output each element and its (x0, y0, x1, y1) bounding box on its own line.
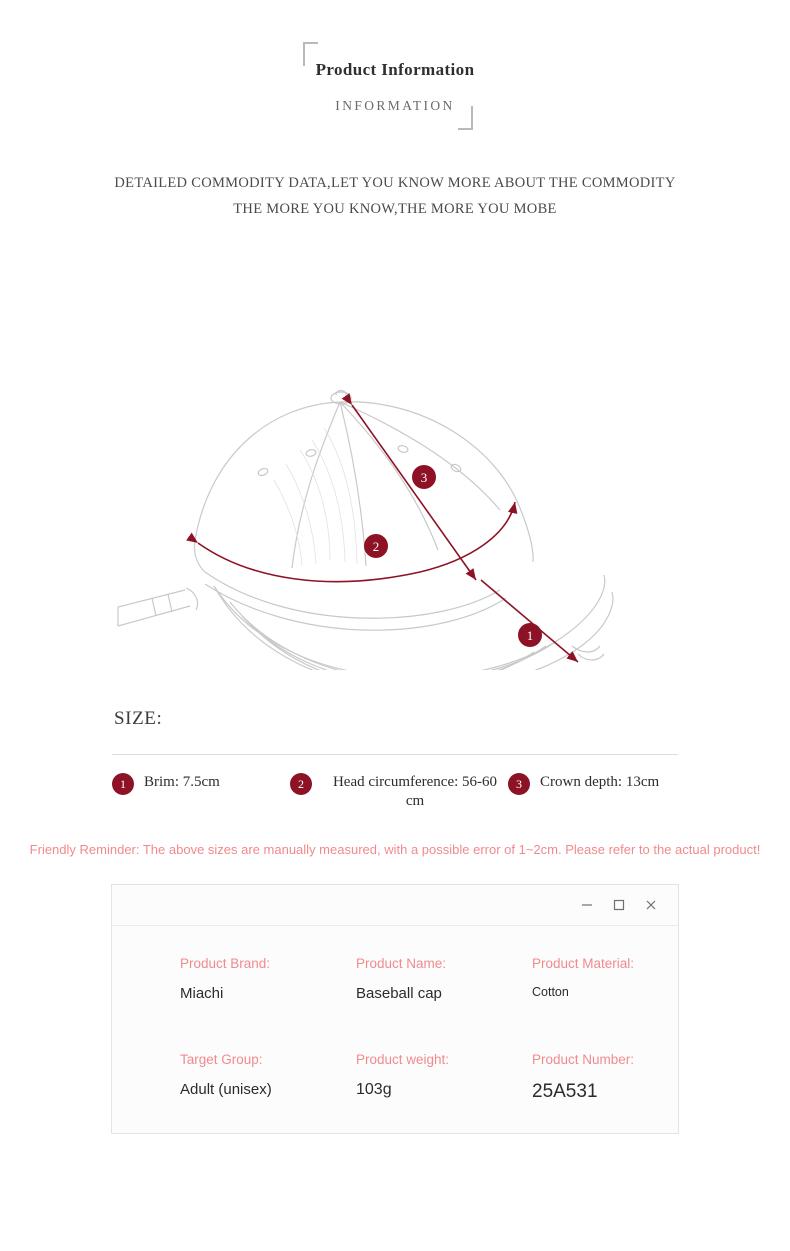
tagline-line-1: DETAILED COMMODITY DATA,LET YOU KNOW MORE ABOUT THE COMMODITY (114, 175, 676, 191)
size-item-crown-depth (508, 771, 678, 795)
spec-key-product-material: Product Material: (532, 956, 635, 971)
spec-panel (111, 884, 679, 1134)
spec-value-product-weight: 103g (356, 1081, 392, 1098)
size-items (112, 771, 678, 811)
cap-illustration (0, 250, 790, 670)
spec-value-product-name: Baseball cap (356, 985, 442, 1002)
spec-product-name (356, 956, 532, 1006)
cap-diagram-svg (0, 250, 790, 670)
size-section (112, 708, 678, 811)
spec-product-number (532, 1052, 708, 1107)
spec-product-material (532, 956, 708, 1006)
spec-target-group (180, 1052, 356, 1107)
measurement-arrows (198, 405, 578, 662)
spec-product-weight (356, 1052, 532, 1107)
size-item-head-circumference (290, 771, 508, 811)
panel-body (112, 926, 678, 1133)
page-subtitle: INFORMATION (335, 98, 455, 113)
spec-key-product-number: Product Number: (532, 1052, 635, 1067)
spec-key-target-group: Target Group: (180, 1052, 263, 1067)
svg-text:1: 1 (526, 628, 534, 643)
tagline-line-2: THE MORE YOU KNOW,THE MORE YOU MOBE (233, 201, 557, 217)
size-divider (112, 754, 678, 755)
svg-text:3: 3 (420, 470, 428, 485)
callout-badge-1 (518, 623, 542, 647)
page-header (0, 0, 790, 114)
crown-shading (274, 428, 357, 566)
spec-value-product-material: Cotton (532, 985, 569, 999)
size-item-brim (112, 771, 290, 795)
spec-value-product-brand: Miachi (180, 985, 224, 1002)
spec-value-target-group: Adult (unisex) (180, 1081, 272, 1098)
spec-value-product-number: 25A531 (532, 1081, 598, 1102)
size-badge-3: 3 (508, 773, 530, 795)
page-title: Product Information (315, 60, 475, 79)
spec-key-product-brand: Product Brand: (180, 956, 271, 971)
svg-text:2: 2 (372, 539, 380, 554)
size-text-brim: Brim: 7.5cm (144, 774, 220, 790)
bracket-top-left-decoration (303, 42, 318, 66)
callout-badge-2 (364, 534, 388, 558)
spec-product-brand (180, 956, 356, 1006)
size-badge-1: 1 (112, 773, 134, 795)
spec-grid-row-2 (112, 1052, 678, 1107)
close-icon[interactable] (638, 892, 664, 918)
size-badge-2: 2 (290, 773, 312, 795)
callout-badge-3 (412, 465, 436, 489)
bracket-bottom-right-decoration (458, 106, 473, 130)
spec-key-product-weight: Product weight: (356, 1052, 450, 1067)
size-text-crown-depth: Crown depth: 13cm (540, 774, 660, 790)
size-label: SIZE: (114, 708, 163, 729)
tagline (0, 170, 790, 222)
minimize-icon[interactable] (574, 892, 600, 918)
spec-row-spacer (112, 1006, 678, 1052)
friendly-reminder: Friendly Reminder: The above sizes are manually measured, with a possible error of 1~2cm. Please refer to the actual product! (29, 842, 761, 857)
panel-titlebar (112, 885, 678, 926)
spec-key-product-name: Product Name: (356, 956, 447, 971)
spec-grid-row-1 (112, 956, 678, 1006)
size-text-head-circumference: Head circumference: 56-60 cm (332, 774, 498, 809)
maximize-icon[interactable] (606, 892, 632, 918)
